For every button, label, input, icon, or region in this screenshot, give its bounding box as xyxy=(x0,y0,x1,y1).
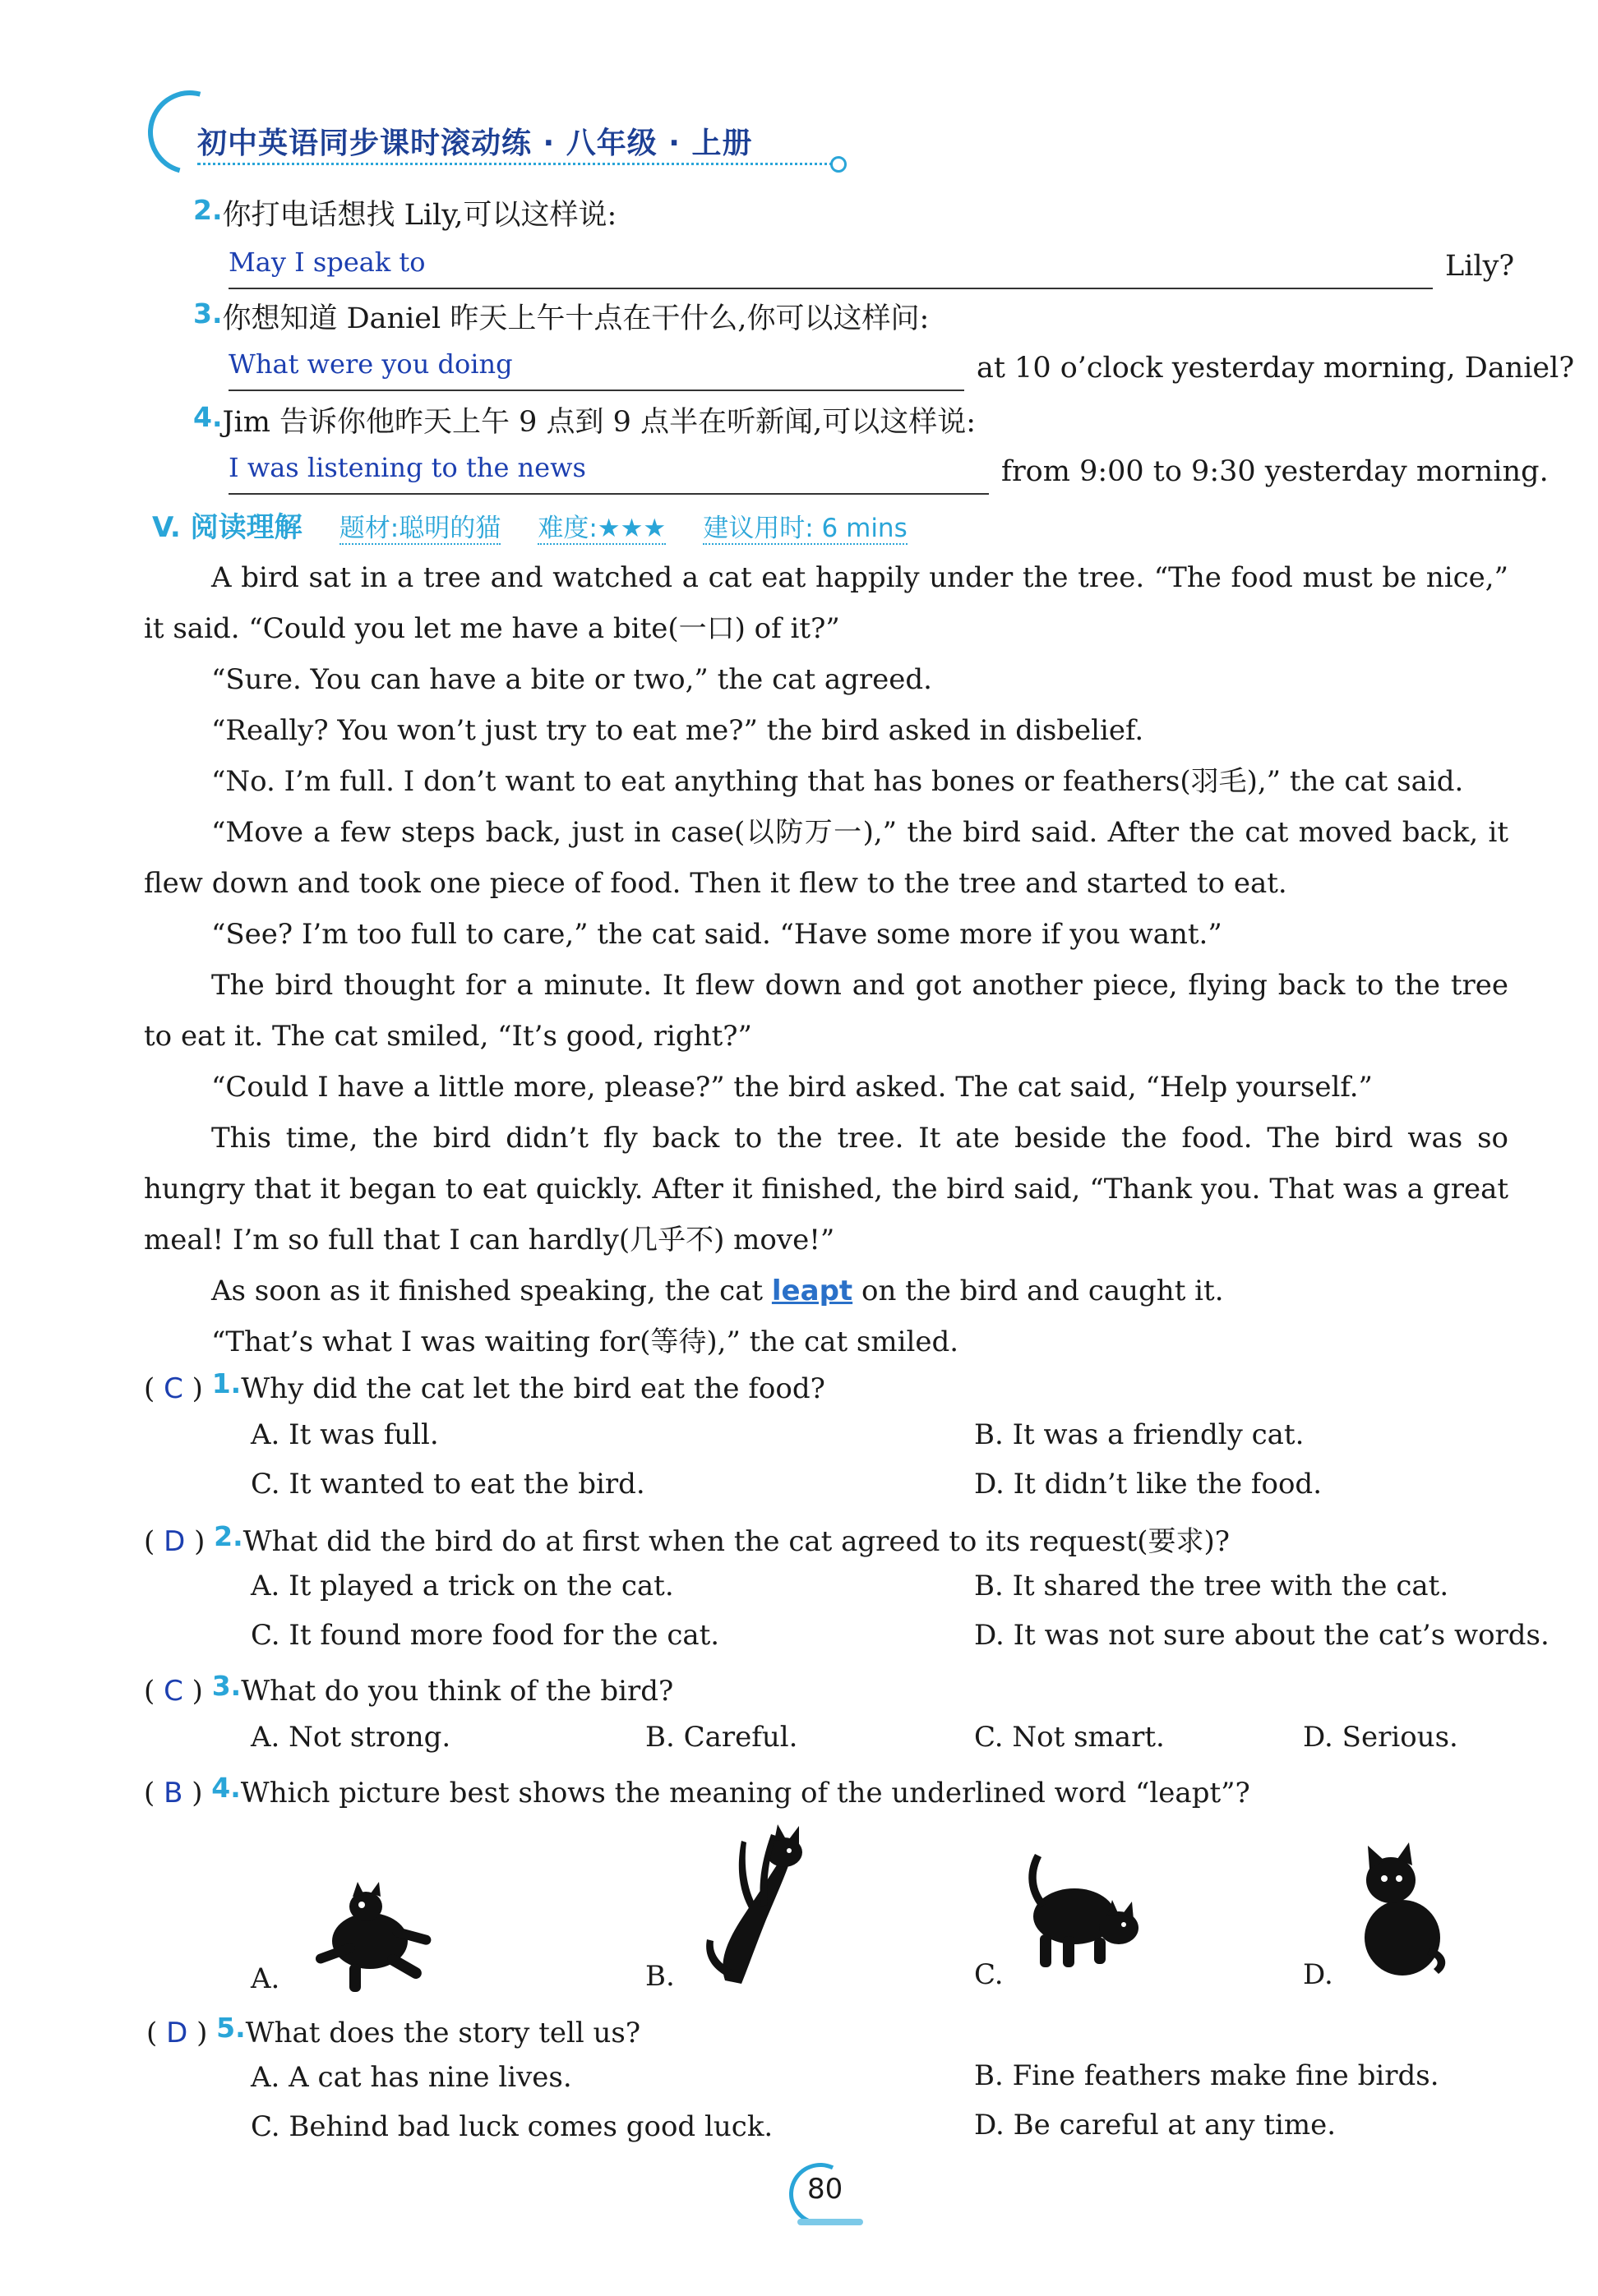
cat-crouching-picture[interactable] xyxy=(1015,1842,1155,1974)
answer-text: I was listening to the news xyxy=(229,452,586,483)
speak-item-2 xyxy=(193,192,617,233)
sentence-tail: at 10 o’clock yesterday morning, Daniel? xyxy=(977,352,1575,385)
picture-label-d[interactable]: D. xyxy=(1303,1958,1333,1991)
answer-blank[interactable] xyxy=(229,288,1433,289)
option-b[interactable]: B. Fine feathers make fine birds. xyxy=(974,2059,1439,2092)
passage-paragraph: This time, the bird didn’t fly back to the tree. It ate beside the food. The bird was so hungry that it began to eat quickly. After it finished, the bird said, “Thank you. That was a great meal! I’m so full that I can hardly(几乎不) move!” xyxy=(144,1122,1508,1256)
question-number: 3. xyxy=(211,1670,242,1702)
question-prompt: 你打电话想找 Lily,可以这样说: xyxy=(222,199,617,232)
section-time: 建议用时: 6 mins xyxy=(703,514,908,543)
underlined-word-leapt: leapt xyxy=(771,1275,853,1307)
sentence-tail: from 9:00 to 9:30 yesterday morning. xyxy=(1001,455,1549,488)
option-d[interactable]: D. Be careful at any time. xyxy=(974,2109,1337,2142)
option-b[interactable]: B. It was a friendly cat. xyxy=(974,1418,1305,1451)
header-dot-decoration xyxy=(830,156,847,173)
question-prompt: 你想知道 Daniel 昨天上午十点在干什么,你可以这样问: xyxy=(222,302,930,335)
answer-bracket[interactable]: ( B ) xyxy=(144,1777,203,1810)
book-header xyxy=(148,90,855,173)
question-text: Which picture best shows the meaning of the underlined word “leapt”? xyxy=(240,1777,1250,1810)
passage-paragraph-leapt xyxy=(144,1266,1508,1316)
speak-item-4 xyxy=(193,399,976,440)
answer-bracket[interactable]: ( D ) xyxy=(146,2017,208,2049)
picture-label-b[interactable]: B. xyxy=(645,1960,675,1993)
answer-bracket[interactable]: ( C ) xyxy=(144,1372,203,1405)
page-number: 80 xyxy=(807,2173,843,2206)
question-4 xyxy=(144,1772,1250,1810)
answer-letter: D xyxy=(166,2017,188,2049)
option-d[interactable]: D. It was not sure about the cat’s words. xyxy=(974,1619,1550,1652)
section-difficulty: 难度:★★★ xyxy=(538,514,667,543)
option-d[interactable]: D. Serious. xyxy=(1303,1721,1458,1754)
cat-leaping-picture[interactable] xyxy=(692,1816,807,1989)
passage-paragraph: “Could I have a little more, please?” the bird asked. The cat said, “Help yourself.” xyxy=(211,1071,1373,1104)
answer-letter: C xyxy=(164,1675,183,1708)
question-1 xyxy=(144,1367,825,1405)
option-b[interactable]: B. It shared the tree with the cat. xyxy=(974,1570,1449,1602)
question-text: What do you think of the bird? xyxy=(241,1675,674,1708)
question-number: 2. xyxy=(193,194,223,226)
option-c[interactable]: C. Not smart. xyxy=(974,1721,1165,1754)
question-text: What did the bird do at first when the cat agreed to its request(要求)? xyxy=(242,1525,1230,1558)
passage-paragraph: A bird sat in a tree and watched a cat eat happily under the tree. “The food must be nice,” it said. “Could you let me have a bite(一口) of it?” xyxy=(144,561,1508,645)
passage-paragraph: “Move a few steps back, just in case(以防万一),” the bird said. After the cat moved back, it flew down and took one piece of food. Then it flew to the tree and started to eat. xyxy=(144,816,1508,900)
book-title: 初中英语同步课时滚动练 · 八年级 · 上册 xyxy=(197,127,753,160)
question-number: 2. xyxy=(214,1520,243,1552)
answer-bracket[interactable]: ( C ) xyxy=(144,1675,203,1708)
reading-section-header xyxy=(152,505,1138,545)
section-title: V. 阅读理解 xyxy=(152,511,303,544)
leapt-sentence-end: on the bird and caught it. xyxy=(861,1275,1224,1307)
option-a[interactable]: A. Not strong. xyxy=(251,1721,451,1754)
question-5 xyxy=(146,2012,640,2049)
question-3 xyxy=(144,1670,673,1708)
option-a[interactable]: A. It played a trick on the cat. xyxy=(251,1570,674,1602)
answer-text: What were you doing xyxy=(229,348,513,380)
answer-text: May I speak to xyxy=(229,247,426,278)
option-a[interactable]: A. A cat has nine lives. xyxy=(251,2061,572,2094)
sentence-tail: Lily? xyxy=(1445,250,1515,283)
question-number: 5. xyxy=(216,2012,246,2044)
passage-paragraph: “See? I’m too full to care,” the cat said. “Have some more if you want.” xyxy=(211,918,1222,951)
question-prompt: Jim 告诉你他昨天上午 9 点到 9 点半在听新闻,可以这样说: xyxy=(222,406,976,439)
answer-letter: C xyxy=(164,1372,183,1405)
cat-rolling-picture[interactable] xyxy=(300,1882,440,1997)
answer-bracket[interactable]: ( D ) xyxy=(144,1525,206,1558)
option-d[interactable]: D. It didn’t like the food. xyxy=(974,1468,1323,1501)
header-dotted-line xyxy=(197,163,838,165)
speak-item-3 xyxy=(193,296,929,337)
passage-paragraph: “That’s what I was waiting for(等待),” the cat smiled. xyxy=(211,1326,959,1358)
section-topic: 题材:聪明的猫 xyxy=(339,514,501,543)
option-c[interactable]: C. It wanted to eat the bird. xyxy=(251,1468,645,1501)
option-b[interactable]: B. Careful. xyxy=(645,1721,798,1754)
passage-paragraph: “No. I’m full. I don’t want to eat anything that has bones or feathers(羽毛),” the cat said. xyxy=(211,765,1464,798)
option-c[interactable]: C. Behind bad luck comes good luck. xyxy=(251,2110,774,2143)
page-number-badge xyxy=(789,2163,863,2220)
answer-blank[interactable] xyxy=(229,390,964,391)
answer-blank[interactable] xyxy=(229,493,989,495)
cat-sitting-picture[interactable] xyxy=(1348,1841,1455,1980)
answer-letter: D xyxy=(164,1525,186,1558)
question-text: What does the story tell us? xyxy=(245,2017,641,2049)
passage-paragraph: “Sure. You can have a bite or two,” the cat agreed. xyxy=(211,663,932,696)
question-number: 4. xyxy=(211,1772,241,1804)
question-number: 3. xyxy=(193,297,223,330)
page-number-wave xyxy=(797,2219,863,2225)
option-c[interactable]: C. It found more food for the cat. xyxy=(251,1619,720,1652)
passage-paragraph: The bird thought for a minute. It flew down and got another piece, flying back to the tree to eat it. The cat smiled, “It’s good, right?” xyxy=(144,969,1508,1053)
question-number: 1. xyxy=(211,1367,242,1399)
question-text: Why did the cat let the bird eat the food? xyxy=(241,1372,825,1405)
leapt-sentence-start: As soon as it finished speaking, the cat xyxy=(211,1275,764,1307)
picture-label-c[interactable]: C. xyxy=(974,1958,1004,1991)
answer-letter: B xyxy=(164,1777,183,1810)
option-a[interactable]: A. It was full. xyxy=(251,1418,439,1451)
question-number: 4. xyxy=(193,401,223,433)
picture-label-a[interactable]: A. xyxy=(251,1962,280,1995)
passage-paragraph: “Really? You won’t just try to eat me?” the bird asked in disbelief. xyxy=(211,714,1144,747)
question-2 xyxy=(144,1519,1230,1559)
